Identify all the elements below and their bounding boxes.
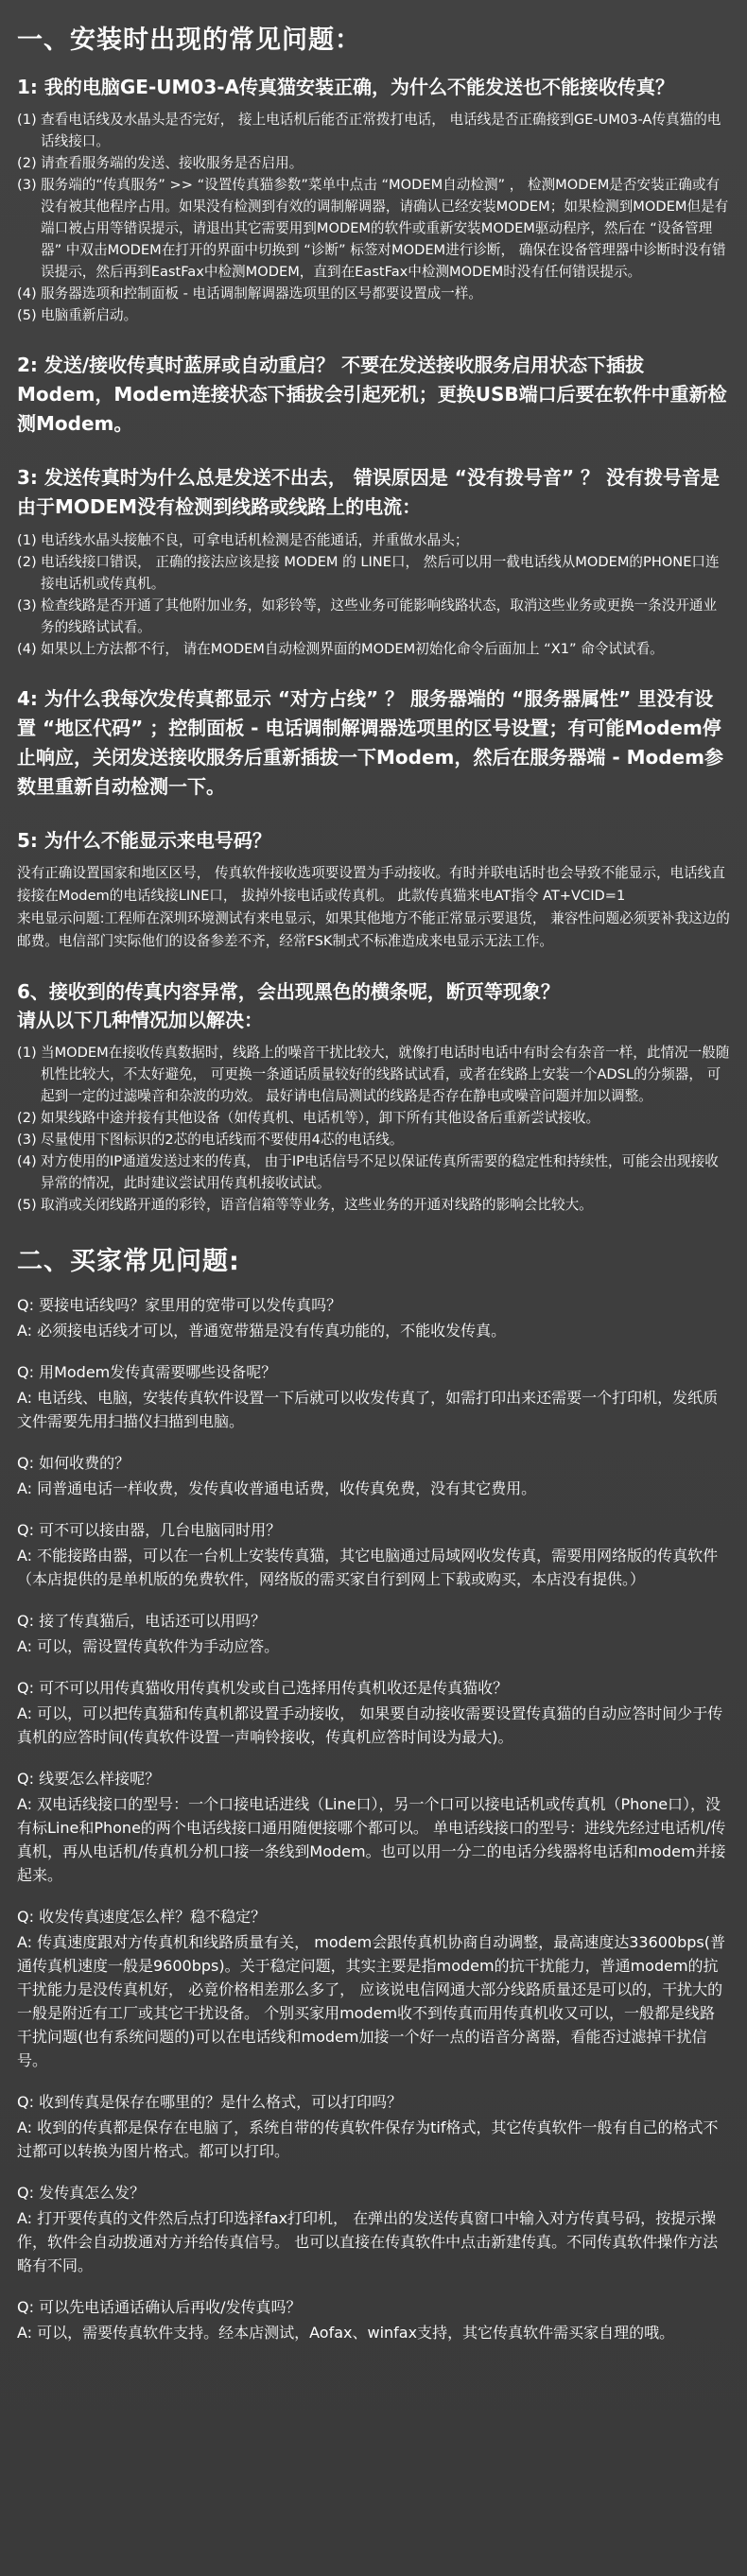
q3-block bbox=[17, 463, 730, 660]
faq-question: Q: 接了传真猫后，电话还可以用吗？ bbox=[17, 1612, 267, 1630]
q5-body: 没有正确设置国家和地区区号， 传真软件接收选项要设置为手动接收。有时并联电话时也会导致不能显示，电话线直接接在Modem的电话线接LINE口， 拔掉外接电话或传真机。 此款传真猫来电AT指令 AT+VCID=1 bbox=[17, 865, 725, 904]
q6-block bbox=[17, 977, 730, 1216]
item-text: 电话线水晶头接触不良，可拿电话机检测是否能通话，并重做水晶头； bbox=[41, 532, 469, 548]
list-item bbox=[17, 529, 730, 551]
q1-list bbox=[17, 109, 730, 326]
item-text: 电话线接口错误， 正确的接法应该是接 MODEM 的 LINE口， 然后可以用一截电话线从MODEM的PHONE口连接电话机或传真机。 bbox=[41, 554, 720, 592]
list-item bbox=[17, 283, 730, 304]
item-text: 如果以上方法都不行， 请在MODEM自动检测界面的MODEM初始化命令后面加上 “X1” 命令试试看。 bbox=[41, 641, 664, 657]
faq-answer: A: 必须接电话线才可以，普通宽带猫是没有传真功能的，不能收发传真。 bbox=[17, 1322, 507, 1340]
item-text: 检查线路是否开通了其他附加业务，如彩铃等，这些业务可能影响线路状态，取消这些业务或更换一条没开通业务的线路试试看。 bbox=[41, 597, 718, 635]
item-number: (2) bbox=[17, 155, 37, 171]
faq-answer: A: 可以，可以把传真猫和传真机都设置手动接收， 如果要自动接收需要设置传真猫的自动应答时间少于传真机的应答时间(传真软件设置一声响铃接收，传真机应答时间设为最大)。 bbox=[17, 1704, 723, 1746]
faq-answer: A: 电话线、电脑，安装传真软件设置一下后就可以收发传真了，如需打印出来还需要一个打印机，发纸质文件需要先用扫描仪扫描到电脑。 bbox=[17, 1389, 719, 1430]
item-number: (4) bbox=[17, 285, 37, 302]
q6-subtitle: 请从以下几种情况加以解决： bbox=[17, 1009, 263, 1031]
faq-item bbox=[17, 1768, 730, 1887]
item-text: 电脑重新启动。 bbox=[41, 307, 138, 323]
list-item bbox=[17, 595, 730, 638]
q5-block bbox=[17, 826, 730, 953]
list-item bbox=[17, 638, 730, 660]
faq-question: Q: 收发传真速度怎么样？稳不稳定？ bbox=[17, 1908, 267, 1926]
faq-item bbox=[17, 1610, 730, 1658]
faq-question: Q: 用Modem发传真需要哪些设备呢？ bbox=[17, 1363, 277, 1381]
list-item bbox=[17, 1042, 730, 1107]
faq-item bbox=[17, 2091, 730, 2163]
q1-question: 1: 我的电脑GE-UM03-A传真猫安装正确，为什么不能发送也不能接收传真？ bbox=[17, 76, 675, 98]
list-item bbox=[17, 1150, 730, 1194]
item-number: (5) bbox=[17, 1197, 37, 1213]
item-text: 服务器选项和控制面板 - 电话调制解调器选项里的区号都要设置成一样。 bbox=[41, 285, 482, 302]
faq-question: Q: 可不可以接由器，几台电脑同时用？ bbox=[17, 1521, 282, 1539]
faq-item bbox=[17, 1906, 730, 2072]
faq-question: Q: 可不可以用传真猫收用传真机发或自己选择用传真机收还是传真猫收？ bbox=[17, 1679, 509, 1697]
q5-body2: 来电显示问题:工程师在深圳环境测试有来电显示，如果其他地方不能正常显示要退货， 兼容性问题必须要补我这边的邮费。电信部门实际他们的设备参差不齐，经常FSK制式不标准造成来电显示无法工作。 bbox=[17, 910, 730, 949]
item-number: (4) bbox=[17, 1153, 37, 1169]
faq-item bbox=[17, 1294, 730, 1342]
faq-question: Q: 要接电话线吗？家里用的宽带可以发传真吗？ bbox=[17, 1296, 342, 1314]
q6-question: 6、接收到的传真内容异常，会出现黑色的横条呢，断页等现象？ bbox=[17, 980, 560, 1003]
faq-question: Q: 收到传真是保存在哪里的？是什么格式，可以打印吗？ bbox=[17, 2093, 403, 2111]
faq-item bbox=[17, 2182, 730, 2277]
q1-block bbox=[17, 73, 730, 326]
faq-item bbox=[17, 1361, 730, 1433]
q2-block bbox=[17, 351, 730, 439]
list-item bbox=[17, 109, 730, 152]
item-number: (1) bbox=[17, 532, 37, 548]
faq-answer: A: 同普通电话一样收费，发传真收普通电话费，收传真免费，没有其它费用。 bbox=[17, 1479, 537, 1497]
item-number: (3) bbox=[17, 1132, 37, 1148]
list-item bbox=[17, 152, 730, 174]
faq-answer: A: 不能接路由器，可以在一台机上安装传真猫，其它电脑通过局域网收发传真，需要用网络版的传真软件（本店提供的是单机版的免费软件，网络版的需买家自行到网上下载或购买，本店没有提供。） bbox=[17, 1547, 719, 1588]
item-number: (3) bbox=[17, 597, 37, 614]
item-number: (5) bbox=[17, 307, 37, 323]
faq-question: Q: 发传真怎么发？ bbox=[17, 2184, 146, 2202]
item-number: (2) bbox=[17, 554, 37, 570]
item-text: 尽量使用下图标识的2芯的电话线而不要使用4芯的电话线。 bbox=[41, 1132, 404, 1148]
list-item bbox=[17, 1194, 730, 1216]
item-text: 对方使用的IP通道发送过来的传真， 由于IP电话信号不足以保证传真所需要的稳定性和持续性，可能会出现接收异常的情况，此时建议尝试用传真机接收试试。 bbox=[41, 1153, 719, 1191]
q4-question: 4: 为什么我每次发传真都显示 “对方占线” ？ 服务器端的 “服务器属性” 里没有设置 “地区代码” ；控制面板 - 电话调制解调器选项里的区号设置；有可能Modem停止响应，关闭发送接收服务后重新插拔一下Modem，然后在服务器端 - Modem参数里重新自动检测一下。 bbox=[17, 687, 723, 798]
faq-item bbox=[17, 1677, 730, 1749]
item-number: (2) bbox=[17, 1110, 37, 1126]
q2-question: 2: 发送/接收传真时蓝屏或自动重启？ 不要在发送接收服务启用状态下插拔Modem，Modem连接状态下插拔会引起死机；更换USB端口后要在软件中重新检测Modem。 bbox=[17, 354, 727, 435]
item-number: (4) bbox=[17, 641, 37, 657]
item-number: (3) bbox=[17, 177, 37, 193]
item-number: (1) bbox=[17, 112, 37, 128]
q3-list bbox=[17, 529, 730, 660]
item-text: 请查看服务端的发送、接收服务是否启用。 bbox=[41, 155, 304, 171]
section1-title: 一、安装时出现的常见问题： bbox=[17, 26, 361, 55]
item-text: 查看电话线及水晶头是否完好， 接上电话机后能否正常拨打电话， 电话线是否正确接到GE-UM03-A传真猫的电话线接口。 bbox=[41, 112, 721, 149]
faq-answer: A: 可以，需要传真软件支持。经本店测试，Aofax、winfax支持，其它传真软件需买家自理的哦。 bbox=[17, 2324, 675, 2342]
faq-answer: A: 打开要传真的文件然后点打印选择fax打印机， 在弹出的发送传真窗口中输入对方传真号码，按提示操作，软件会自动拨通对方并给传真信号。 也可以直接在传真软件中点击新建传真。不同传真软件操作方法略有不同。 bbox=[17, 2209, 719, 2274]
faq-answer: A: 双电话线接口的型号：一个口接电话进线（Line口），另一个口可以接电话机或传真机（Phone口），没有标Line和Phone的两个电话线接口通用随便接哪个都可以。 单电话线接口的型号：进线先经过电话机/传真机，再从电话机/传真机分机口接一条线到Modem。也可以用一分二的电话分线器将电话和modem并接起来。 bbox=[17, 1795, 726, 1884]
faq-question: Q: 线要怎么样接呢？ bbox=[17, 1770, 161, 1788]
item-text: 服务端的“传真服务” >> “设置传真猫参数”菜单中点击 “MODEM自动检测” ， 检测MODEM是否安装正确或有没有被其他程序占用。如果没有检测到有效的调制解调器，请确认已经安装MODEM；如果检测到MODEM但是有端口被占用等错误提示，请退出其它需要用到MODEM的软件或重新安装MODEM驱动程序，然后在 “设备管理器” 中双击MODEM在打开的界面中切换到 “诊断” 标签对MODEM进行诊断， 确保在设备管理器中诊断时没有错误提示，然后再到EastFax中检测MODEM，直到在EastFax中检测MODEM时没有任何错误提示。 bbox=[41, 177, 729, 280]
faq-item bbox=[17, 2296, 730, 2344]
faq-question: Q: 如何收费的？ bbox=[17, 1454, 130, 1472]
item-text: 如果线路中途并接有其他设备（如传真机、电话机等），卸下所有其他设备后重新尝试接收。 bbox=[41, 1110, 600, 1126]
q6-list bbox=[17, 1042, 730, 1216]
faq-item bbox=[17, 1519, 730, 1591]
list-item bbox=[17, 1107, 730, 1129]
q3-question: 3: 发送传真时为什么总是发送不出去， 错误原因是 “没有拨号音” ？ 没有拨号音是由于MODEM没有检测到线路或线路上的电流： bbox=[17, 466, 721, 518]
list-item bbox=[17, 551, 730, 595]
faq-answer: A: 可以，需设置传真软件为手动应答。 bbox=[17, 1637, 280, 1655]
faq-item bbox=[17, 1452, 730, 1500]
section2-title: 二、买家常见问题: bbox=[17, 1247, 240, 1276]
q4-block bbox=[17, 684, 730, 802]
faq-answer: A: 传真速度跟对方传真机和线路质量有关， modem会跟传真机协商自动调整，最高速度达33600bps(普通传真机速度一般是9600bps)。关于稳定问题，其实主要是指modem的抗干扰能力，普通modem的抗干扰能力是没传真机好， 必竟价格相差那么多了， 应该说电信网通大部分线路质量还是可以的，干扰大的一般是附近有工厂或其它干扰设备。 个别买家用modem收不到传真而用传真机收又可以，一般都是线路干扰问题(也有系统问题的)可以在电话线和modem加接一个好一点的语音分离器，看能否过滤掉干扰信号。 bbox=[17, 1933, 725, 2069]
list-item bbox=[17, 1129, 730, 1150]
item-number: (1) bbox=[17, 1045, 37, 1061]
list-item bbox=[17, 174, 730, 283]
faq-answer: A: 收到的传真都是保存在电脑了，系统自带的传真软件保存为tif格式，其它传真软件一般有自己的格式不过都可以转换为图片格式。都可以打印。 bbox=[17, 2118, 719, 2160]
item-text: 当MODEM在接收传真数据时，线路上的噪音干扰比较大，就像打电话时电话中有时会有杂音一样，此情况一般随机性比较大，不太好避免， 可更换一条通话质量较好的线路试试看，或者在线路上安装一个ADSL的分频器， 可起到一定的过滤噪音和杂波的功效。 最好请电信局测试的线路是否存在静电或噪音问题并加以调整。 bbox=[41, 1045, 730, 1104]
item-text: 取消或关闭线路开通的彩铃，语音信箱等等业务，这些业务的开通对线路的影响会比较大。 bbox=[41, 1197, 593, 1213]
list-item bbox=[17, 304, 730, 326]
q5-question: 5: 为什么不能显示来电号码？ bbox=[17, 829, 271, 852]
faq-question: Q: 可以先电话通话确认后再收/发传真吗？ bbox=[17, 2298, 302, 2316]
